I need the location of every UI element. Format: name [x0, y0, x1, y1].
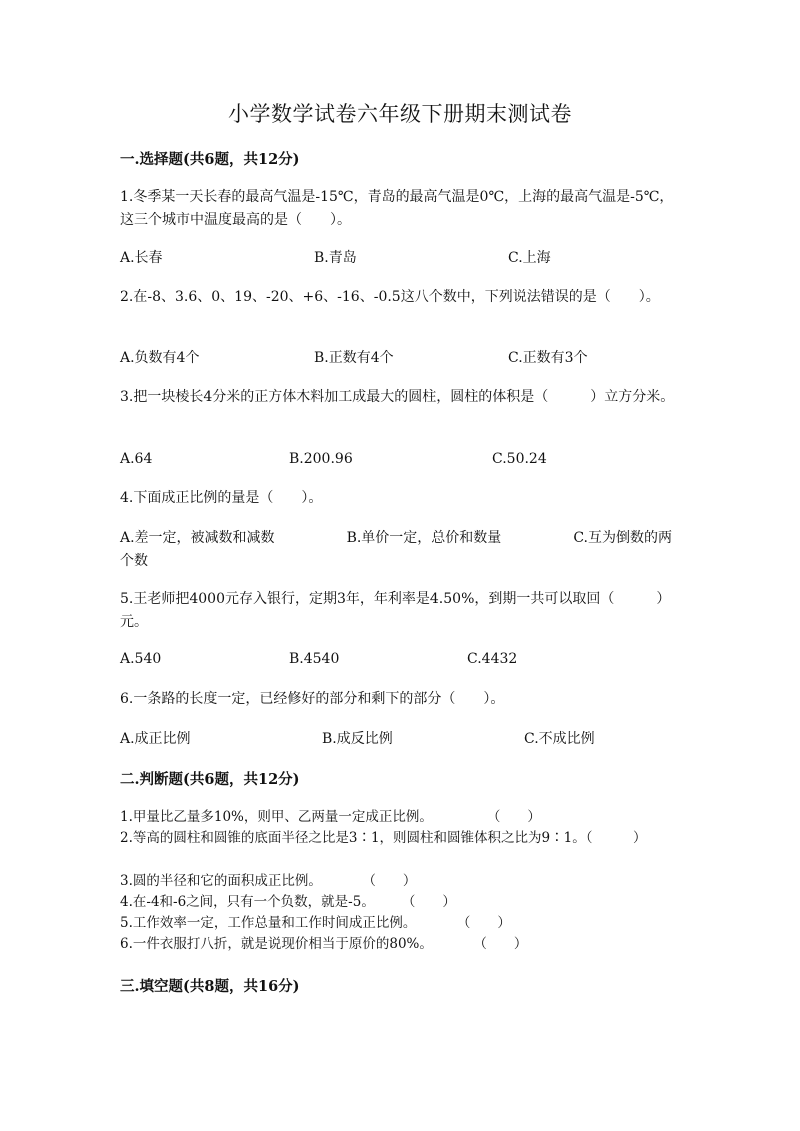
- judgment-item: 4.在-4和-6之间，只有一个负数，就是-5。 （ ）: [120, 894, 456, 910]
- page-title: 小学数学试卷六年级下册期末测试卷: [228, 102, 572, 126]
- judgment-item: 6.一件衣服打八折，就是说现价相当于原价的80%。 （ ）: [120, 936, 528, 952]
- option-b: B.单价一定，总价和数量: [346, 530, 502, 546]
- question-stem: 5.王老师把4000元存入银行，定期3年，年利率是4.50%，到期一共可以取回（ ）元。: [120, 591, 671, 630]
- options-row: [120, 448, 680, 471]
- option-c: C.50.24: [492, 451, 547, 467]
- options-row: [120, 648, 680, 671]
- judgment-item: 2.等高的圆柱和圆锥的底面半径之比是3∶1，则圆柱和圆锥体积之比为9∶1。（ ）: [120, 830, 647, 846]
- option-b: B.200.96: [289, 451, 353, 467]
- section-heading-fill: 三.填空题(共8题，共16分): [120, 978, 300, 995]
- options-row: [120, 728, 680, 751]
- question-stem: 1.冬季某一天长春的最高气温是-15℃，青岛的最高气温是0℃，上海的最高气温是-5℃，这三个城市中温度最高的是（ ）。: [120, 189, 674, 228]
- option-a: A.长春: [120, 250, 163, 266]
- option-a: A.540: [120, 651, 162, 667]
- options-row: [120, 347, 680, 370]
- judgment-item: 5.工作效率一定，工作总量和工作时间成正比例。 （ ）: [120, 915, 511, 931]
- option-a: A.负数有4个: [120, 350, 200, 366]
- option-c: C.正数有3个: [508, 350, 588, 366]
- option-c: C.4432: [467, 651, 518, 667]
- options-row: [120, 527, 676, 573]
- section-heading-judgment: 二.判断题(共6题，共12分): [120, 771, 300, 788]
- option-c: C.上海: [508, 250, 551, 266]
- option-a: A.成正比例: [120, 731, 191, 747]
- question-stem: 2.在-8、3.6、0、19、-20、+6、-16、-0.5这八个数中，下列说法错误的是（ ）。: [120, 289, 660, 305]
- option-a: A.64: [120, 451, 153, 467]
- question-stem: 4.下面成正比例的量是（ ）。: [120, 490, 323, 506]
- options-row: [120, 247, 680, 270]
- option-b: B.4540: [289, 651, 340, 667]
- judgment-item: 1.甲量比乙量多10%，则甲、乙两量一定成正比例。 （ ）: [120, 809, 541, 825]
- question-stem: 6.一条路的长度一定，已经修好的部分和剩下的部分（ ）。: [120, 691, 505, 707]
- option-b: B.正数有4个: [314, 350, 394, 366]
- option-c: C.不成比例: [524, 731, 595, 747]
- section-heading-choice: 一.选择题(共6题，共12分): [120, 151, 300, 168]
- question-stem: 3.把一块棱长4分米的正方体木料加工成最大的圆柱，圆柱的体积是（ ）立方分米。: [120, 389, 675, 405]
- option-b: B.成反比例: [322, 731, 393, 747]
- option-c: C.互为倒数的两个数: [120, 530, 672, 569]
- judgment-item: 3.圆的半径和它的面积成正比例。 （ ）: [120, 873, 417, 889]
- option-b: B.青岛: [314, 250, 357, 266]
- option-a: A.差一定，被减数和减数: [120, 530, 275, 546]
